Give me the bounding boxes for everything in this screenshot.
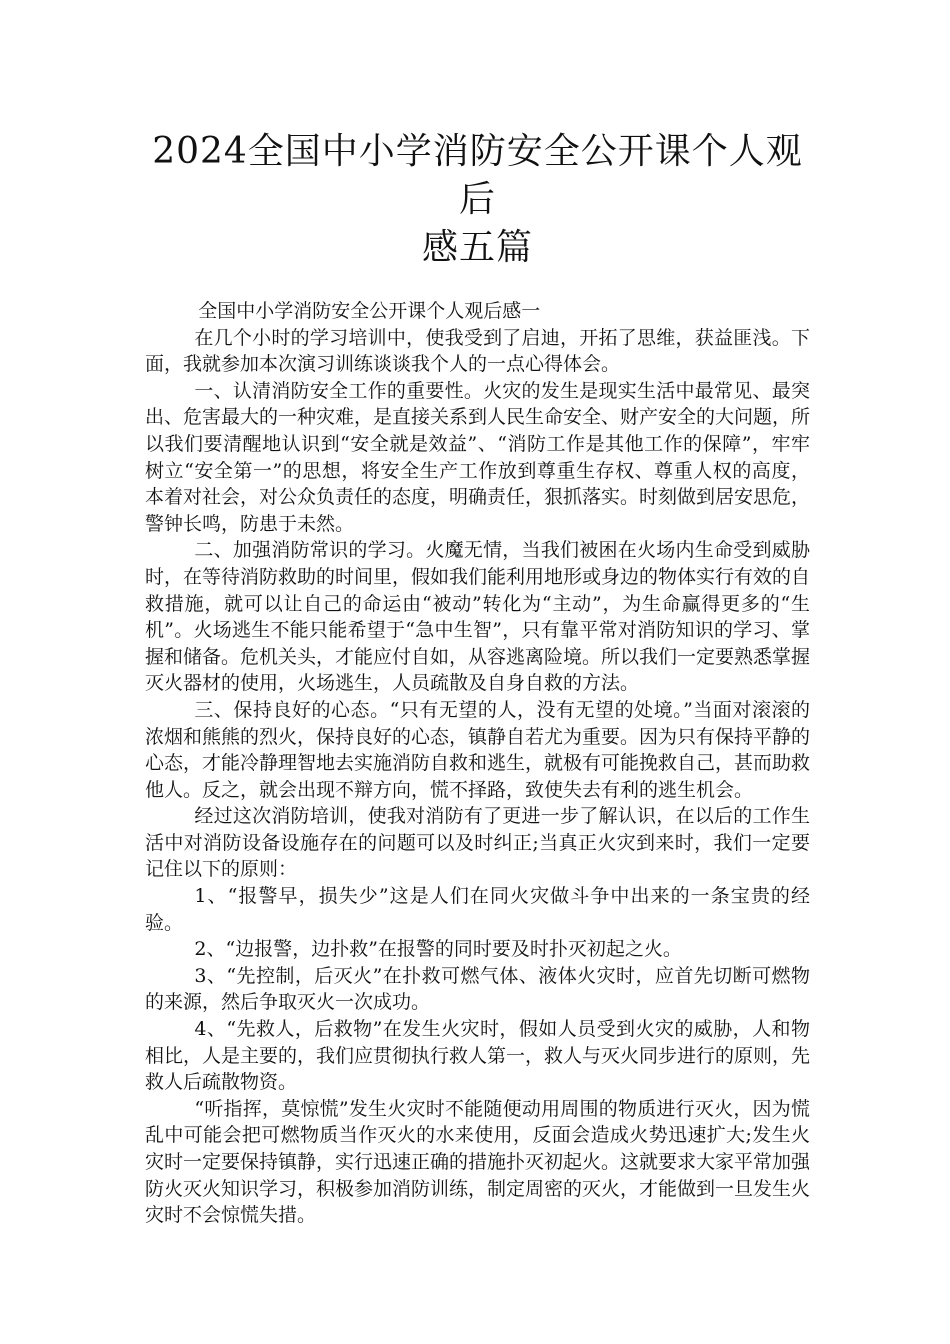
paragraph-point-3: 三、保持良好的心态。“只有无望的人，没有无望的处境。”当面对滚滚的浓烟和熊熊的烈火，保持良好的心态，镇静自若尤为重要。因为只有保持平静的心态，才能冷静理智地去实施消防自救和逃生，就极有可能挽救自己，甚而助救他人。反之，就会出现不辩方向，慌不择路，致使失去有利的逃生机会。 (145, 698, 811, 801)
title-line-1: 2024全国中小学消防安全公开课个人观后 (152, 131, 803, 220)
paragraph-principle-2: 2、“边报警，边扑救”在报警的同时要及时扑灭初起之火。 (194, 938, 682, 961)
paragraph-point-2: 二、加强消防常识的学习。火魔无情，当我们被困在火场内生命受到威胁时，在等待消防救助的时间里，假如我们能利用地形或身边的物体实行有效的自救措施，就可以让自己的命运由“被动”转化为“主动”，为生命赢得更多的“生机”。火场逃生不能只能希望于“急中生智”，只有靠平常对消防知识的学习、掌握和储备。危机关头，才能应付自如，从容逃离险境。所以我们一定要熟悉掌握灭火器材的使用，火场逃生，人员疏散及自身自救的方法。 (145, 539, 811, 695)
paragraph-principle-1: 1、“报警早，损失少”这是人们在同火灾做斗争中出来的一条宝贵的经验。 (145, 885, 810, 934)
title-line-2: 感五篇 (421, 227, 533, 268)
paragraph-point-1: 一、认清消防安全工作的重要性。火灾的发生是现实生活中最常见、最突出、危害最大的一种灾难，是直接关系到人民生命安全、财产安全的大问题，所以我们要清醒地认识到“安全就是效益”、“消防工作是其他工作的保障”，牢牢树立“安全第一”的思想，将安全生产工作放到尊重生存权、尊重人权的高度，本着对社会，对公众负责任的态度，明确责任，狠抓落实。时刻做到居安思危，警钟长鸣，防患于未然。 (145, 379, 811, 535)
paragraph-principle-5: “听指挥，莫惊慌”发生火灾时不能随便动用周围的物质进行灭火，因为慌乱中可能会把可燃物质当作灭火的水来使用，反面会造成火势迅速扩大;发生火灾时一定要保持镇静，实行迅速正确的措施扑灭初起火。这就要求大家平常加强防火灭火知识学习，积极参加消防训练，制定周密的灭火，才能做到一旦发生火灾时不会惊慌失措。 (145, 1097, 811, 1227)
document-title (145, 128, 810, 272)
paragraph-summary: 经过这次消防培训，使我对消防有了更进一步了解认识，在以后的工作生活中对消防设备设施存在的问题可以及时纠正;当真正火灾到来时，我们一定要记住以下的原则： (145, 805, 810, 881)
section-heading: 全国中小学消防安全公开课个人观后感一 (198, 300, 541, 322)
paragraph-intro: 在几个小时的学习培训中，使我受到了启迪，开拓了思维，获益匪浅。下面，我就参加本次演习训练谈谈我个人的一点心得体会。 (145, 326, 810, 376)
document-body (145, 298, 810, 1229)
paragraph-principle-3: 3、“先控制，后灭火”在扑救可燃气体、液体火灾时，应首先切断可燃物的来源，然后争取灭火一次成功。 (145, 964, 810, 1014)
paragraph-principle-4: 4、“先救人，后救物”在发生火灾时，假如人员受到火灾的威胁，人和物相比，人是主要的，我们应贯彻执行救人第一，救人与灭火同步进行的原则，先救人后疏散物资。 (145, 1018, 811, 1094)
document-page (145, 128, 810, 1229)
